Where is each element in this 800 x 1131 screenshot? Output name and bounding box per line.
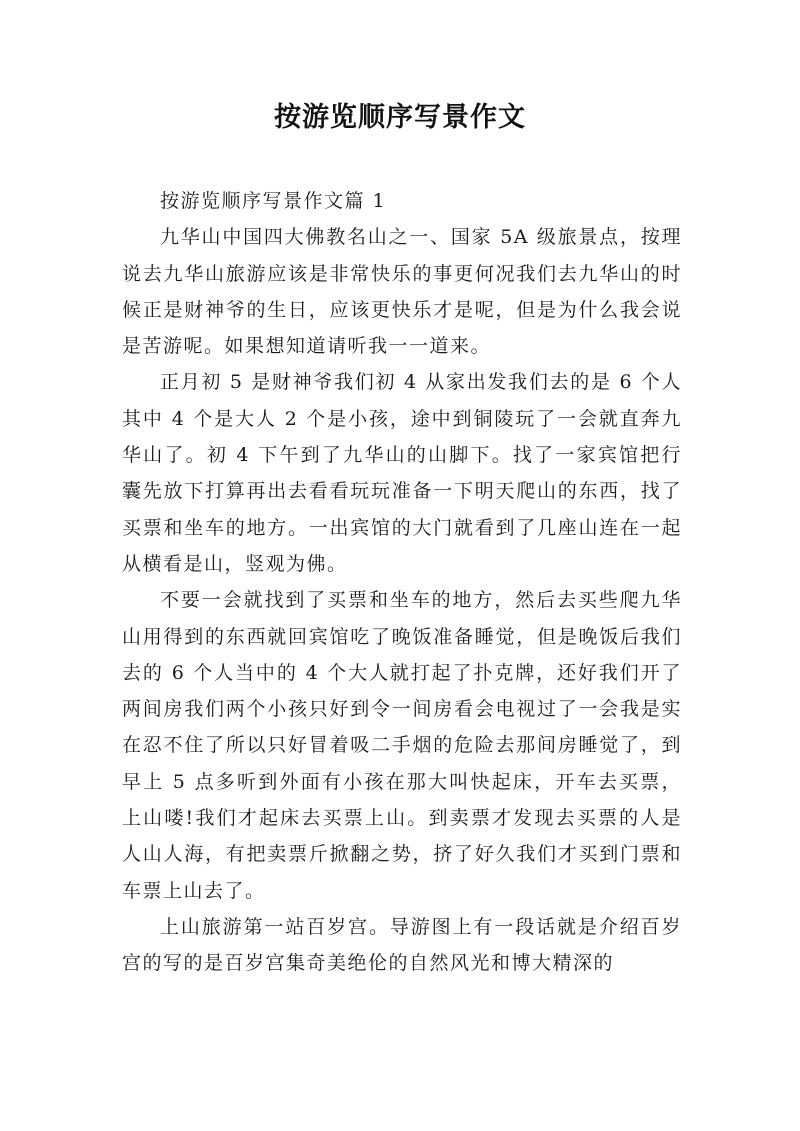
paragraph: 不要一会就找到了买票和坐车的地方，然后去买些爬九华山用得到的东西就回宾馆吃了晚饭准备睡觉，但是晚饭后我们去的 6 个人当中的 4 个大人就打起了扑克牌，还好我们开了两间房我们两个小孩只好到令一间房看会电视过了一会我是实在忍不住了所以只好冒着吸二手烟的危险去那间房睡觉了，到早上 5 点多听到外面有小孩在那大叫快起床，开车去买票，上山喽!我们才起床去买票上山。到卖票才发现去买票的人是人山人海，有把卖票斤掀翻之势，挤了好久我们才买到门票和车票上山去了。 — [122, 589, 682, 902]
document-title: 按游览顺序写景作文 — [274, 102, 526, 133]
section-heading: 按游览顺序写景作文篇 1 — [160, 190, 387, 212]
paragraph: 上山旅游第一站百岁宫。导游图上有一段话就是介绍百岁宫的写的是百岁宫集奇美绝伦的自然风光和博大精深的 — [122, 915, 682, 975]
document-body — [122, 183, 682, 982]
paragraph: 九华山中国四大佛教名山之一、国家 5A 级旅景点，按理说去九华山旅游应该是非常快乐的事更何况我们去九华山的时候正是财神爷的生日，应该更快乐才是呢，但是为什么我会说是苦游呢。如果想知道请听我一一道来。 — [122, 226, 682, 358]
paragraph: 正月初 5 是财神爷我们初 4 从家出发我们去的是 6 个人其中 4 个是大人 2 个是小孩，途中到铜陵玩了一会就直奔九华山了。初 4 下午到了九华山的山脚下。找了一家宾馆把行囊先放下打算再出去看看玩玩准备一下明天爬山的东西，找了买票和坐车的地方。一出宾馆的大门就看到了几座山连在一起从横看是山，竖观为佛。 — [122, 371, 682, 575]
